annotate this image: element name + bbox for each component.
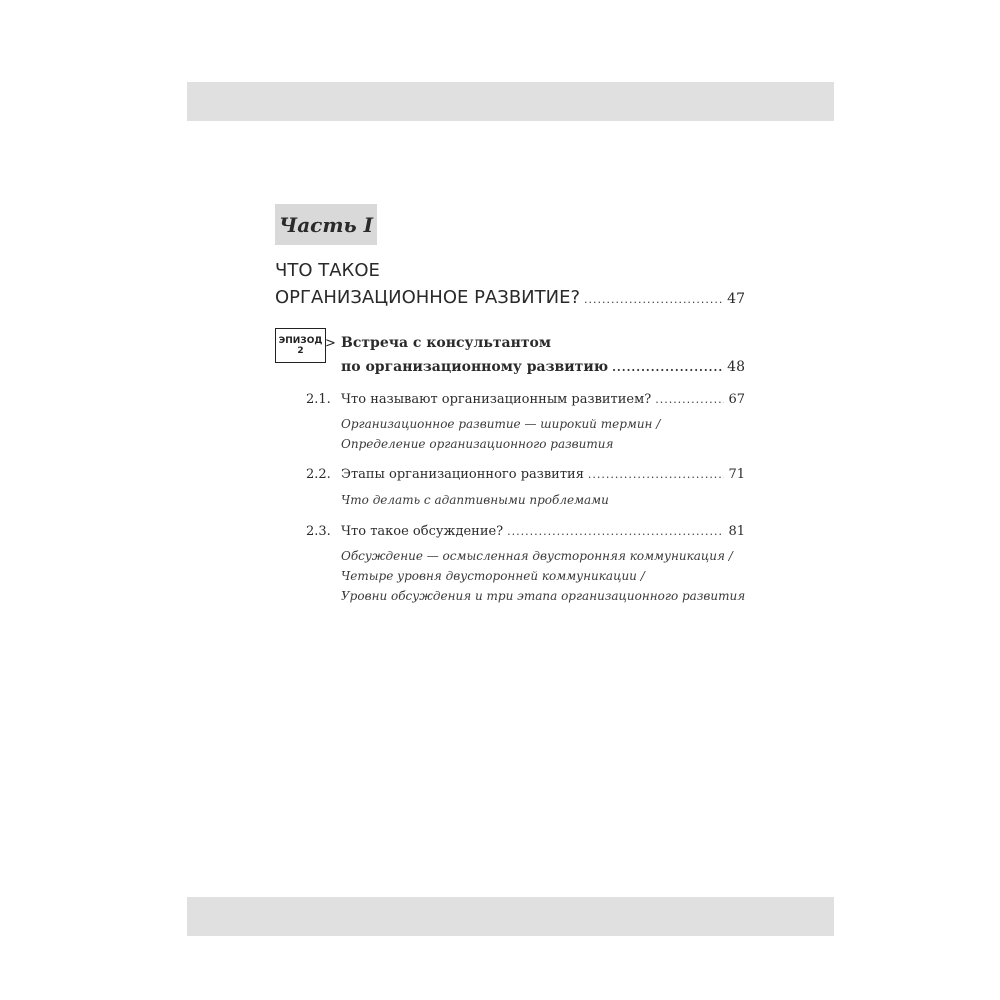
episode-title-text: по организационному развитию xyxy=(341,359,609,375)
part-title-text: ОРГАНИЗАЦИОННОЕ РАЗВИТИЕ? xyxy=(275,287,581,308)
footer-band xyxy=(187,897,834,936)
toc-entry-2-1[interactable] xyxy=(306,392,745,407)
section-title: Этапы организационного развития xyxy=(341,467,584,482)
section-number: 2.2. xyxy=(306,467,331,482)
subtopic-line: Что делать с адаптивными проблемами xyxy=(341,493,609,507)
header-band xyxy=(187,82,834,121)
episode-title-line-1: Встреча с консультантом xyxy=(341,335,552,351)
page-number: 47 xyxy=(727,291,745,307)
chevron-right-icon: > xyxy=(325,336,336,351)
dot-leader xyxy=(588,467,725,482)
part-label: Часть I xyxy=(275,204,377,245)
dot-leader xyxy=(612,359,723,375)
episode-badge xyxy=(275,328,326,363)
page-number: 71 xyxy=(728,467,745,482)
episode-badge-number: 2 xyxy=(297,345,304,356)
subtopic-line: Четыре уровня двусторонней коммуникации / xyxy=(341,569,645,583)
subtopic-line: Обсуждение — осмысленная двусторонняя коммуникация / xyxy=(341,549,733,563)
dot-leader xyxy=(584,287,723,308)
part-title-line-2[interactable] xyxy=(275,287,745,308)
section-title: Что такое обсуждение? xyxy=(341,524,504,539)
section-title: Что называют организационным развитием? xyxy=(341,392,652,407)
page-number: 81 xyxy=(728,524,745,539)
page-number: 48 xyxy=(727,359,745,375)
section-number: 2.1. xyxy=(306,392,331,407)
dot-leader xyxy=(655,392,724,407)
episode-badge-word: ЭПИЗОД xyxy=(278,335,323,346)
dot-leader xyxy=(507,524,724,539)
toc-entry-2-2[interactable] xyxy=(306,467,745,482)
part-title-line-1: ЧТО ТАКОЕ xyxy=(275,260,380,281)
episode-title-line-2[interactable] xyxy=(341,359,745,375)
subtopic-line: Уровни обсуждения и три этапа организационного развития xyxy=(341,589,746,603)
toc-entry-2-3[interactable] xyxy=(306,524,745,539)
page-number: 67 xyxy=(728,392,745,407)
subtopic-line: Организационное развитие — широкий термин / xyxy=(341,417,661,431)
section-number: 2.3. xyxy=(306,524,331,539)
subtopic-line: Определение организационного развития xyxy=(341,437,614,451)
